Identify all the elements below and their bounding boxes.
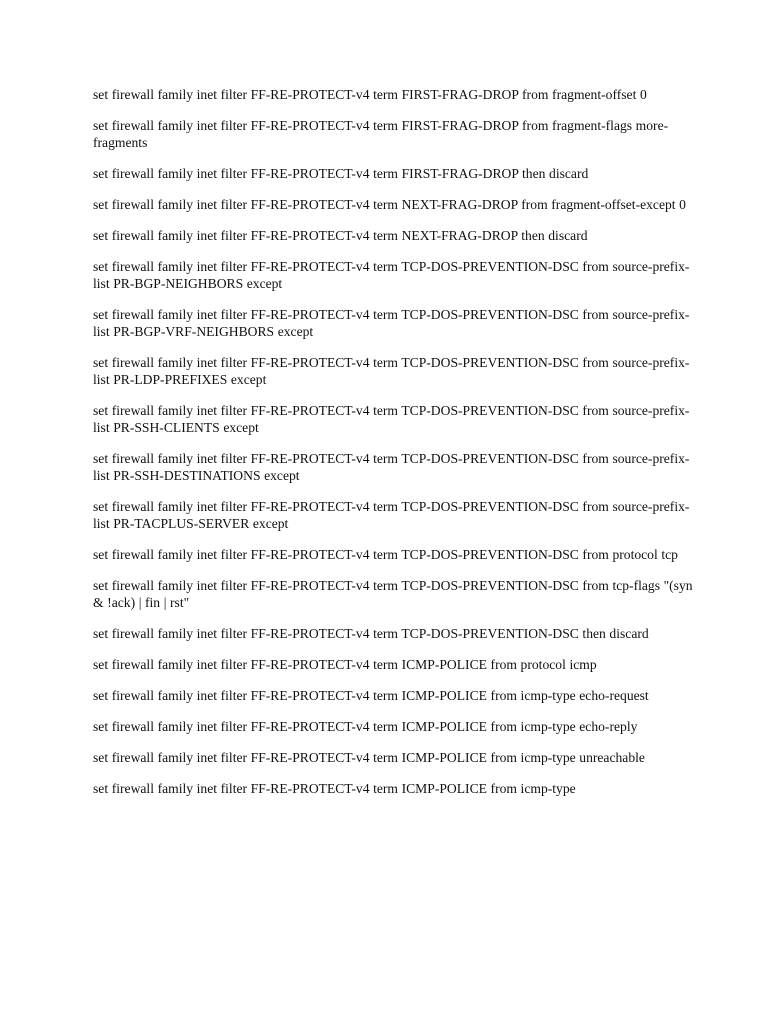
config-line-8: set firewall family inet filter FF-RE-PROTECT-v4 term TCP-DOS-PREVENTION-DSC from source-prefix-list PR-LDP-PREFIXES except xyxy=(93,355,690,387)
config-line-13: set firewall family inet filter FF-RE-PROTECT-v4 term TCP-DOS-PREVENTION-DSC from tcp-flags "(syn & !ack) | fin | rst" xyxy=(93,577,693,610)
config-line-10: set firewall family inet filter FF-RE-PROTECT-v4 term TCP-DOS-PREVENTION-DSC from source-prefix-list PR-SSH-DESTINATIONS except xyxy=(93,450,690,483)
config-line-2: set firewall family inet filter FF-RE-PROTECT-v4 term FIRST-FRAG-DROP from fragment-flags more-fragments xyxy=(93,118,669,150)
config-line-15: set firewall family inet filter FF-RE-PROTECT-v4 term ICMP-POLICE from protocol icmp xyxy=(93,656,597,672)
config-line-3: set firewall family inet filter FF-RE-PROTECT-v4 term FIRST-FRAG-DROP then discard xyxy=(93,165,589,181)
config-line-9: set firewall family inet filter FF-RE-PROTECT-v4 term TCP-DOS-PREVENTION-DSC from source-prefix-list PR-SSH-CLIENTS except xyxy=(93,402,690,435)
config-line-16: set firewall family inet filter FF-RE-PROTECT-v4 term ICMP-POLICE from icmp-type echo-request xyxy=(93,687,649,703)
config-line-7: set firewall family inet filter FF-RE-PROTECT-v4 term TCP-DOS-PREVENTION-DSC from source-prefix-list PR-BGP-VRF-NEIGHBORS except xyxy=(93,307,690,339)
config-line-19: set firewall family inet filter FF-RE-PROTECT-v4 term ICMP-POLICE from icmp-type xyxy=(93,781,576,797)
config-line-18: set firewall family inet filter FF-RE-PROTECT-v4 term ICMP-POLICE from icmp-type unreachable xyxy=(93,749,645,765)
config-line-11: set firewall family inet filter FF-RE-PROTECT-v4 term TCP-DOS-PREVENTION-DSC from source-prefix-list PR-TACPLUS-SERVER except xyxy=(93,498,690,531)
document-body xyxy=(93,87,693,812)
config-line-12: set firewall family inet filter FF-RE-PROTECT-v4 term TCP-DOS-PREVENTION-DSC from protocol tcp xyxy=(93,546,678,562)
config-line-5: set firewall family inet filter FF-RE-PROTECT-v4 term NEXT-FRAG-DROP then discard xyxy=(93,228,588,244)
config-line-1: set firewall family inet filter FF-RE-PROTECT-v4 term FIRST-FRAG-DROP from fragment-offset 0 xyxy=(93,87,647,102)
config-line-14: set firewall family inet filter FF-RE-PROTECT-v4 term TCP-DOS-PREVENTION-DSC then discard xyxy=(93,625,649,641)
config-line-6: set firewall family inet filter FF-RE-PROTECT-v4 term TCP-DOS-PREVENTION-DSC from source-prefix-list PR-BGP-NEIGHBORS except xyxy=(93,259,690,292)
config-line-17: set firewall family inet filter FF-RE-PROTECT-v4 term ICMP-POLICE from icmp-type echo-reply xyxy=(93,718,638,734)
config-line-4: set firewall family inet filter FF-RE-PROTECT-v4 term NEXT-FRAG-DROP from fragment-offset-except 0 xyxy=(93,197,686,213)
